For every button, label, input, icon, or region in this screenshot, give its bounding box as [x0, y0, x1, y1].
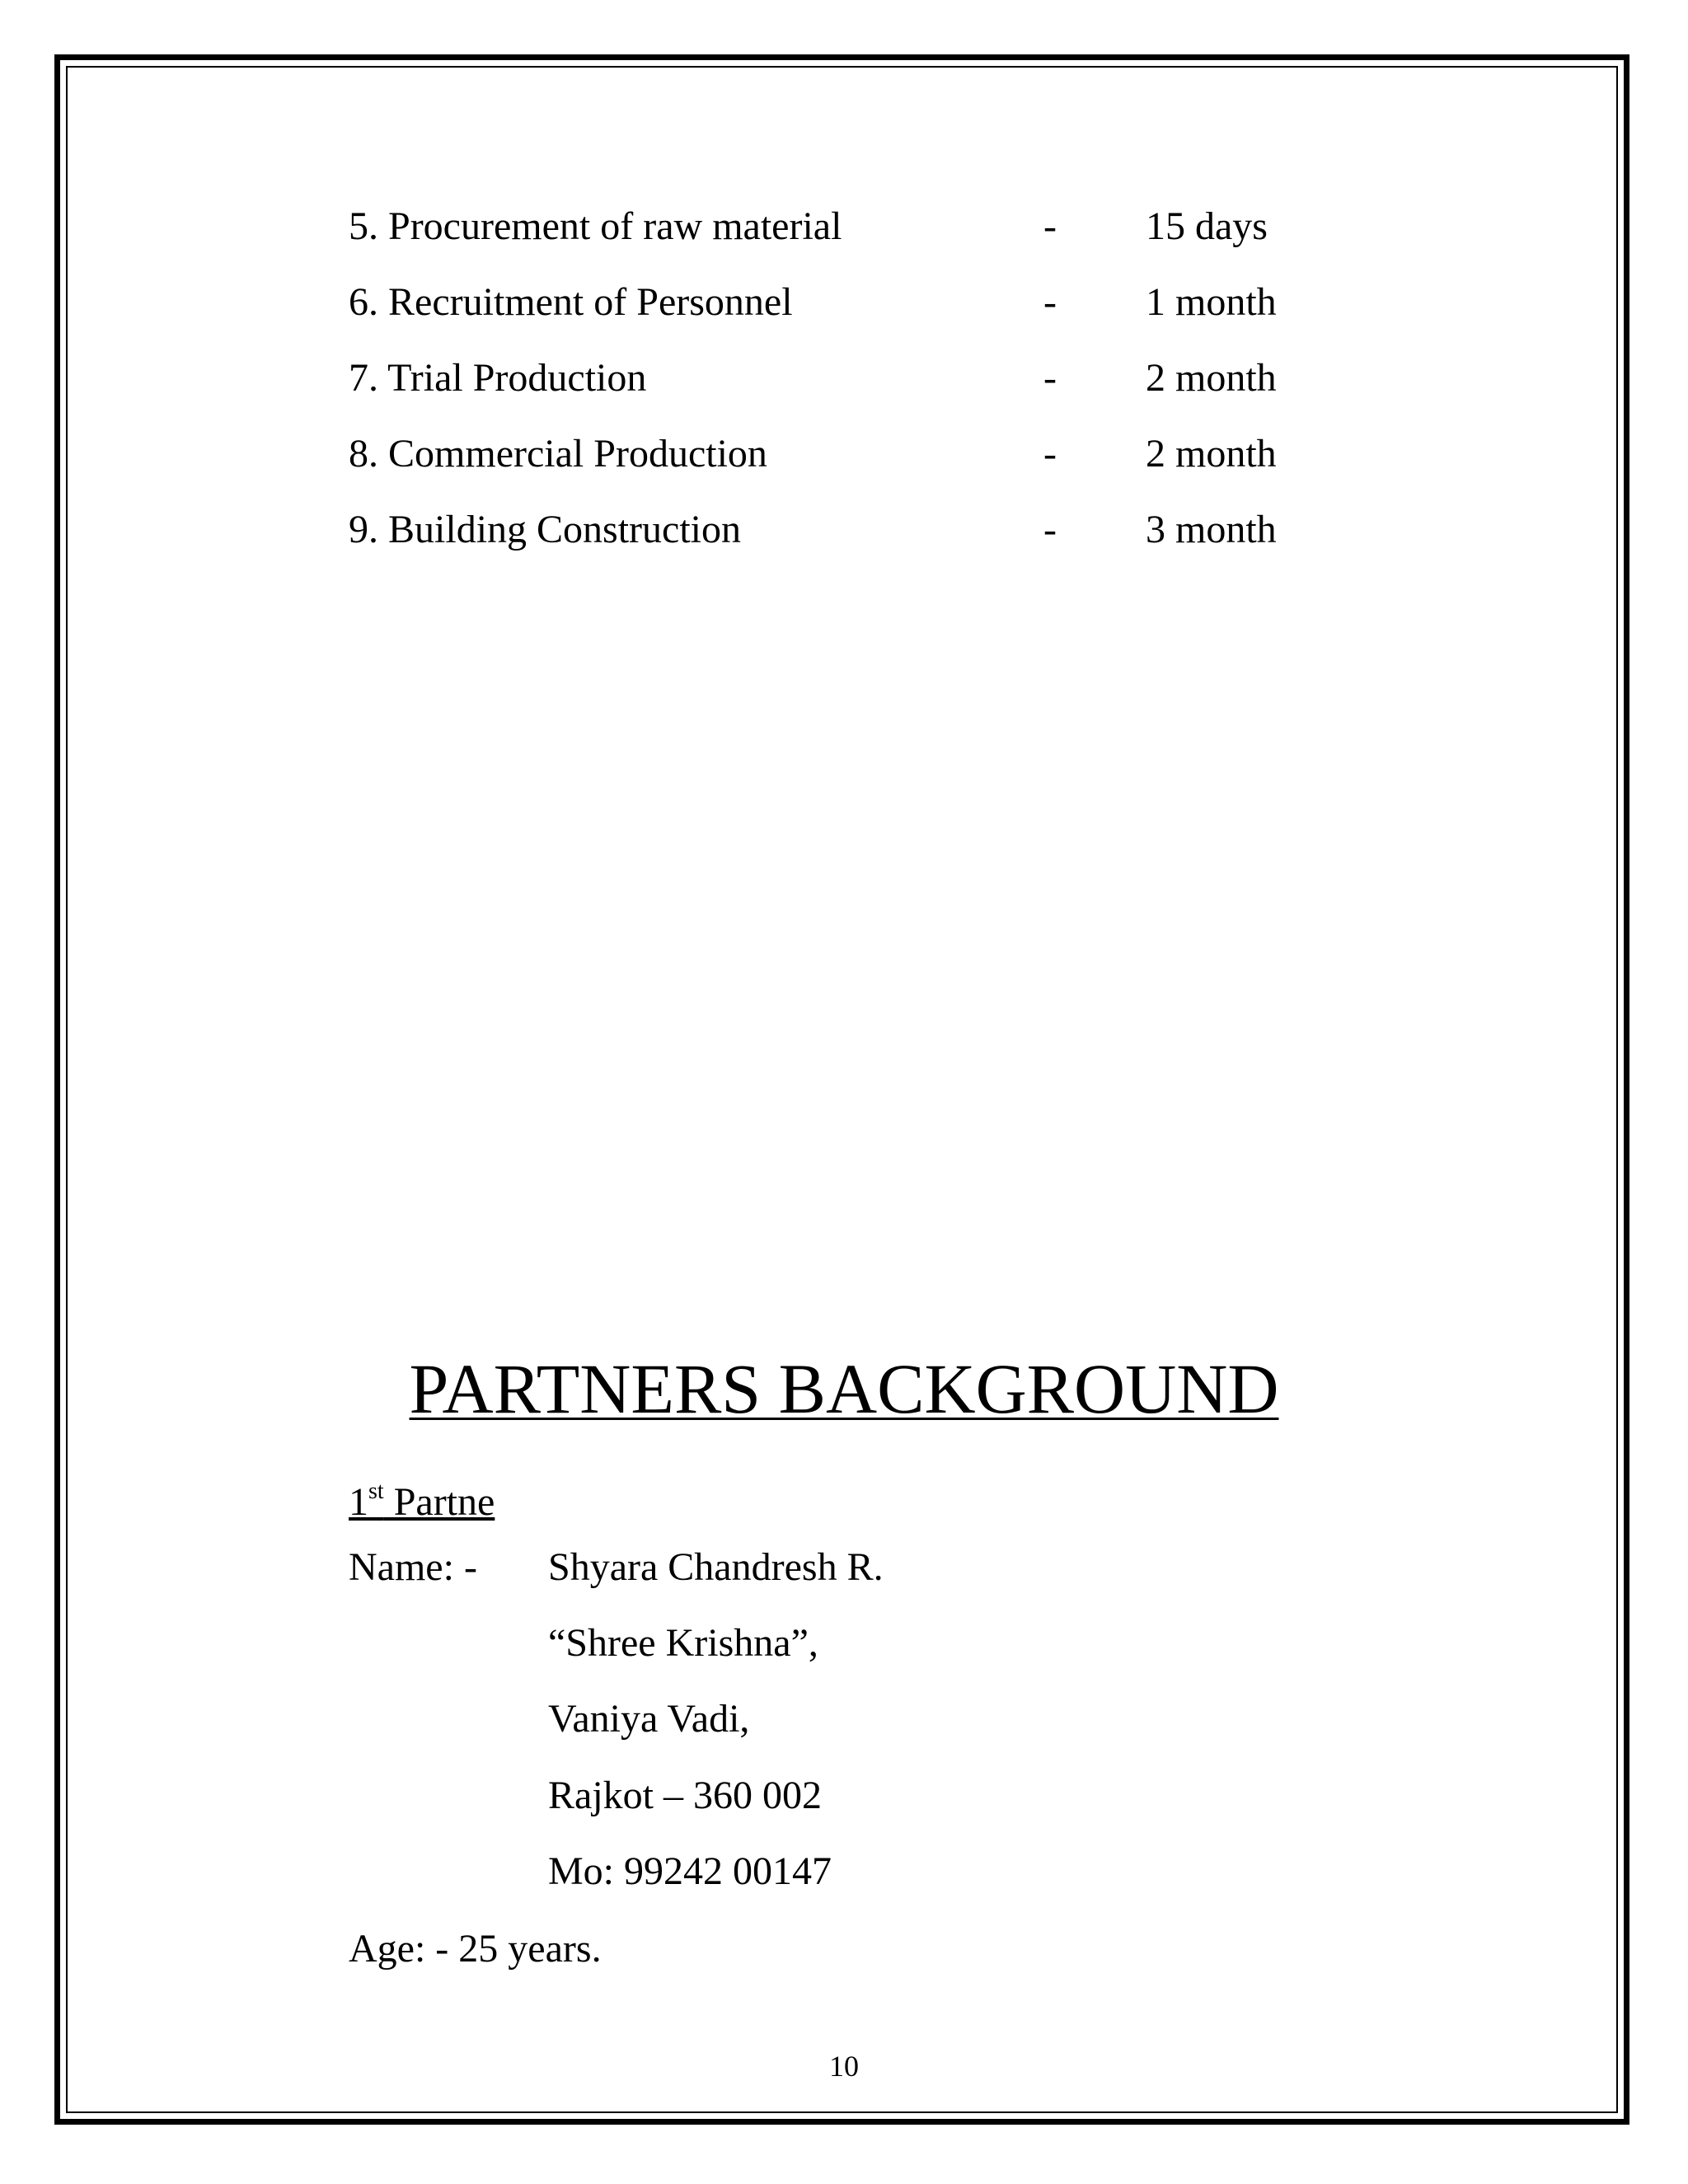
section-title: PARTNERS BACKGROUND	[409, 1349, 1279, 1428]
schedule-duration: 15 days	[1146, 204, 1268, 248]
schedule-dash: -	[1043, 508, 1057, 551]
schedule-dash: -	[1043, 356, 1057, 400]
schedule-task: 8. Commercial Production	[349, 432, 767, 476]
schedule-task: 6. Recruitment of Personnel	[349, 280, 793, 324]
mobile-number: Mo: 99242 00147	[548, 1849, 832, 1893]
partner-label-text: Partne	[383, 1480, 495, 1524]
schedule-dash: -	[1043, 280, 1057, 324]
address-line-text: Rajkot – 360 002	[548, 1774, 822, 1817]
page-number: 10	[829, 2050, 859, 2083]
partner-number: 1	[349, 1480, 368, 1524]
schedule-task: 9. Building Construction	[349, 508, 742, 551]
schedule-dash: -	[1043, 432, 1057, 476]
implementation-schedule	[349, 202, 1420, 581]
schedule-duration: 2 month	[1146, 356, 1277, 400]
schedule-task: 5. Procurement of raw material	[349, 204, 842, 248]
schedule-duration: 3 month	[1146, 508, 1277, 551]
schedule-row	[349, 505, 1420, 581]
partner-label	[349, 1467, 495, 1527]
schedule-dash: -	[1043, 204, 1057, 248]
schedule-task: 7. Trial Production	[349, 356, 647, 400]
schedule-row	[349, 429, 1420, 505]
name-label: Name: -	[349, 1545, 477, 1589]
partner-name: Shyara Chandresh R.	[548, 1545, 884, 1589]
schedule-duration: 2 month	[1146, 432, 1277, 476]
schedule-duration: 1 month	[1146, 280, 1277, 324]
partner-ordinal-suffix: st	[368, 1479, 384, 1504]
schedule-row	[349, 354, 1420, 429]
address-line-text: Vaniya Vadi,	[548, 1697, 750, 1741]
address-line-text: “Shree Krishna”,	[548, 1621, 818, 1665]
partner-age: Age: - 25 years.	[349, 1927, 602, 1971]
schedule-row	[349, 202, 1420, 278]
schedule-row	[349, 278, 1420, 354]
